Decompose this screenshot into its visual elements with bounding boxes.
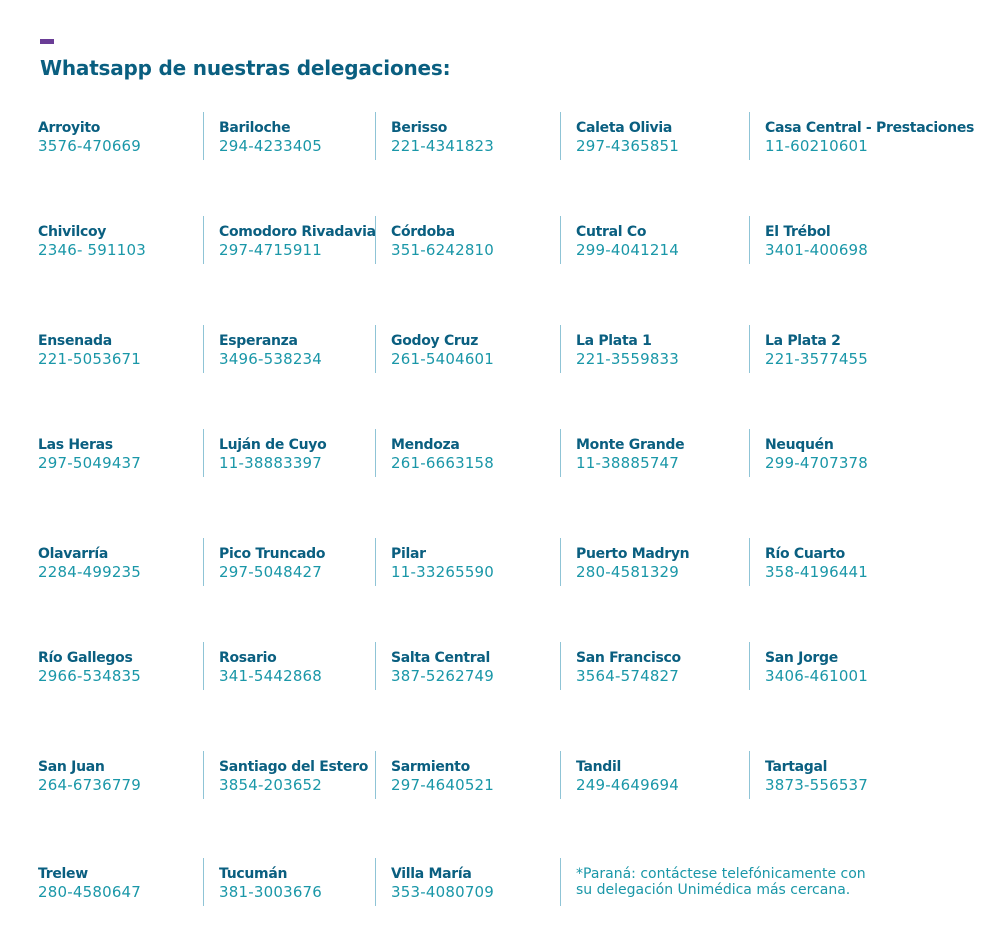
delegation-phone[interactable]: 280-4580647 xyxy=(38,883,142,901)
delegation-city: Villa María xyxy=(391,866,472,882)
delegation-city: Sarmiento xyxy=(391,759,470,775)
delegation-city: Chivilcoy xyxy=(38,224,107,240)
parana-note: *Paraná: contáctese telefónicamente con su delegación Unimédica más cercana. xyxy=(576,866,866,898)
delegation-item xyxy=(375,112,494,160)
delegation-phone[interactable]: 3873-556537 xyxy=(765,776,869,794)
delegation-item xyxy=(203,642,322,690)
delegation-city: San Francisco xyxy=(576,650,681,666)
delegation-item xyxy=(560,429,684,477)
delegation-city: San Jorge xyxy=(765,650,838,666)
delegation-city: Rosario xyxy=(219,650,277,666)
delegation-city: Caleta Olivia xyxy=(576,120,673,136)
delegation-phone[interactable]: 261-6663158 xyxy=(391,454,495,472)
delegation-phone[interactable]: 387-5262749 xyxy=(391,667,495,685)
delegation-item xyxy=(203,325,322,373)
delegation-phone[interactable]: 358-4196441 xyxy=(765,563,869,581)
delegation-item xyxy=(375,216,494,264)
delegation-item xyxy=(38,429,141,477)
delegation-item xyxy=(375,538,494,586)
delegation-item xyxy=(560,538,689,586)
delegation-city: Tucumán xyxy=(219,866,288,882)
delegation-city: Tartagal xyxy=(765,759,828,775)
delegation-phone[interactable]: 261-5404601 xyxy=(391,350,495,368)
delegation-item xyxy=(203,751,368,799)
delegation-phone[interactable]: 249-4649694 xyxy=(576,776,680,794)
delegation-phone[interactable]: 3854-203652 xyxy=(219,776,323,794)
delegation-item xyxy=(560,112,679,160)
delegation-item xyxy=(38,112,141,160)
accent-bar xyxy=(40,39,54,44)
delegation-item xyxy=(375,751,494,799)
delegation-item xyxy=(560,216,679,264)
delegation-phone[interactable]: 341-5442868 xyxy=(219,667,323,685)
delegation-item xyxy=(375,858,494,906)
delegation-phone[interactable]: 11-38885747 xyxy=(576,454,680,472)
delegation-item xyxy=(38,216,146,264)
delegation-city: Pico Truncado xyxy=(219,546,326,562)
delegation-item xyxy=(749,325,868,373)
delegation-city: Mendoza xyxy=(391,437,460,453)
delegation-phone[interactable]: 299-4707378 xyxy=(765,454,869,472)
delegation-phone[interactable]: 381-3003676 xyxy=(219,883,323,901)
delegation-item xyxy=(38,325,141,373)
delegation-city: Cutral Co xyxy=(576,224,647,240)
delegation-city: Comodoro Rivadavia xyxy=(219,224,376,240)
delegation-phone[interactable]: 2966-534835 xyxy=(38,667,142,685)
delegation-phone[interactable]: 11-38883397 xyxy=(219,454,323,472)
delegation-phone[interactable]: 353-4080709 xyxy=(391,883,495,901)
delegation-phone[interactable]: 294-4233405 xyxy=(219,137,323,155)
delegation-item xyxy=(38,538,141,586)
delegation-item xyxy=(560,642,681,690)
delegation-city: Berisso xyxy=(391,120,448,136)
delegation-phone[interactable]: 299-4041214 xyxy=(576,241,680,259)
delegation-city: Esperanza xyxy=(219,333,298,349)
delegation-city: Bariloche xyxy=(219,120,291,136)
delegation-phone[interactable]: 2284-499235 xyxy=(38,563,142,581)
delegation-item xyxy=(749,642,868,690)
delegation-phone[interactable]: 3406-461001 xyxy=(765,667,869,685)
delegation-item xyxy=(203,216,376,264)
delegation-city: Río Gallegos xyxy=(38,650,133,666)
delegation-item xyxy=(375,325,494,373)
delegation-phone[interactable]: 3496-538234 xyxy=(219,350,323,368)
parana-note-cell xyxy=(560,858,876,906)
delegation-city: Pilar xyxy=(391,546,426,562)
delegation-item xyxy=(375,429,494,477)
delegation-item xyxy=(203,538,325,586)
delegation-city: Neuquén xyxy=(765,437,834,453)
delegation-city: La Plata 2 xyxy=(765,333,841,349)
delegation-phone[interactable]: 221-4341823 xyxy=(391,137,495,155)
delegation-item xyxy=(749,429,868,477)
delegation-phone[interactable]: 3564-574827 xyxy=(576,667,680,685)
delegation-item xyxy=(38,751,141,799)
delegation-item xyxy=(560,751,679,799)
delegation-phone[interactable]: 221-5053671 xyxy=(38,350,142,368)
delegation-city: Santiago del Estero xyxy=(219,759,369,775)
delegation-city: Las Heras xyxy=(38,437,113,453)
delegation-phone[interactable]: 11-33265590 xyxy=(391,563,495,581)
delegation-city: Monte Grande xyxy=(576,437,685,453)
delegation-city: La Plata 1 xyxy=(576,333,652,349)
delegation-city: Arroyito xyxy=(38,120,101,136)
delegation-item xyxy=(38,642,141,690)
delegation-phone[interactable]: 297-4365851 xyxy=(576,137,680,155)
delegation-city: Salta Central xyxy=(391,650,491,666)
delegation-city: Ensenada xyxy=(38,333,112,349)
delegation-phone[interactable]: 221-3559833 xyxy=(576,350,680,368)
delegation-phone[interactable]: 351-6242810 xyxy=(391,241,495,259)
delegation-phone[interactable]: 221-3577455 xyxy=(765,350,869,368)
delegation-city: Casa Central - Prestaciones xyxy=(765,120,975,136)
delegation-item xyxy=(749,112,974,160)
delegation-city: Godoy Cruz xyxy=(391,333,479,349)
delegation-city: Puerto Madryn xyxy=(576,546,690,562)
delegation-city: Olavarría xyxy=(38,546,109,562)
delegation-phone[interactable]: 297-4715911 xyxy=(219,241,323,259)
delegation-item xyxy=(203,858,322,906)
delegation-city: Trelew xyxy=(38,866,88,882)
delegation-phone[interactable]: 297-5049437 xyxy=(38,454,142,472)
delegation-item xyxy=(203,112,322,160)
delegation-phone[interactable]: 280-4581329 xyxy=(576,563,680,581)
delegation-city: Tandil xyxy=(576,759,621,775)
delegation-phone[interactable]: 11-60210601 xyxy=(765,137,869,155)
delegation-item xyxy=(38,858,141,906)
delegation-item xyxy=(749,751,868,799)
delegation-item xyxy=(749,538,868,586)
delegation-item xyxy=(560,325,679,373)
delegation-phone[interactable]: 297-4640521 xyxy=(391,776,495,794)
delegation-phone[interactable]: 297-5048427 xyxy=(219,563,323,581)
delegation-item xyxy=(203,429,326,477)
delegation-phone[interactable]: 2346- 591103 xyxy=(38,241,147,259)
delegation-city: Río Cuarto xyxy=(765,546,845,562)
delegation-phone[interactable]: 3401-400698 xyxy=(765,241,869,259)
delegation-city: El Trébol xyxy=(765,224,831,240)
delegation-city: San Juan xyxy=(38,759,105,775)
page-title: Whatsapp de nuestras delegaciones: xyxy=(40,56,451,80)
delegation-phone[interactable]: 264-6736779 xyxy=(38,776,142,794)
delegation-item xyxy=(749,216,868,264)
delegation-city: Luján de Cuyo xyxy=(219,437,327,453)
delegation-item xyxy=(375,642,494,690)
delegation-phone[interactable]: 3576-470669 xyxy=(38,137,142,155)
delegation-city: Córdoba xyxy=(391,224,455,240)
